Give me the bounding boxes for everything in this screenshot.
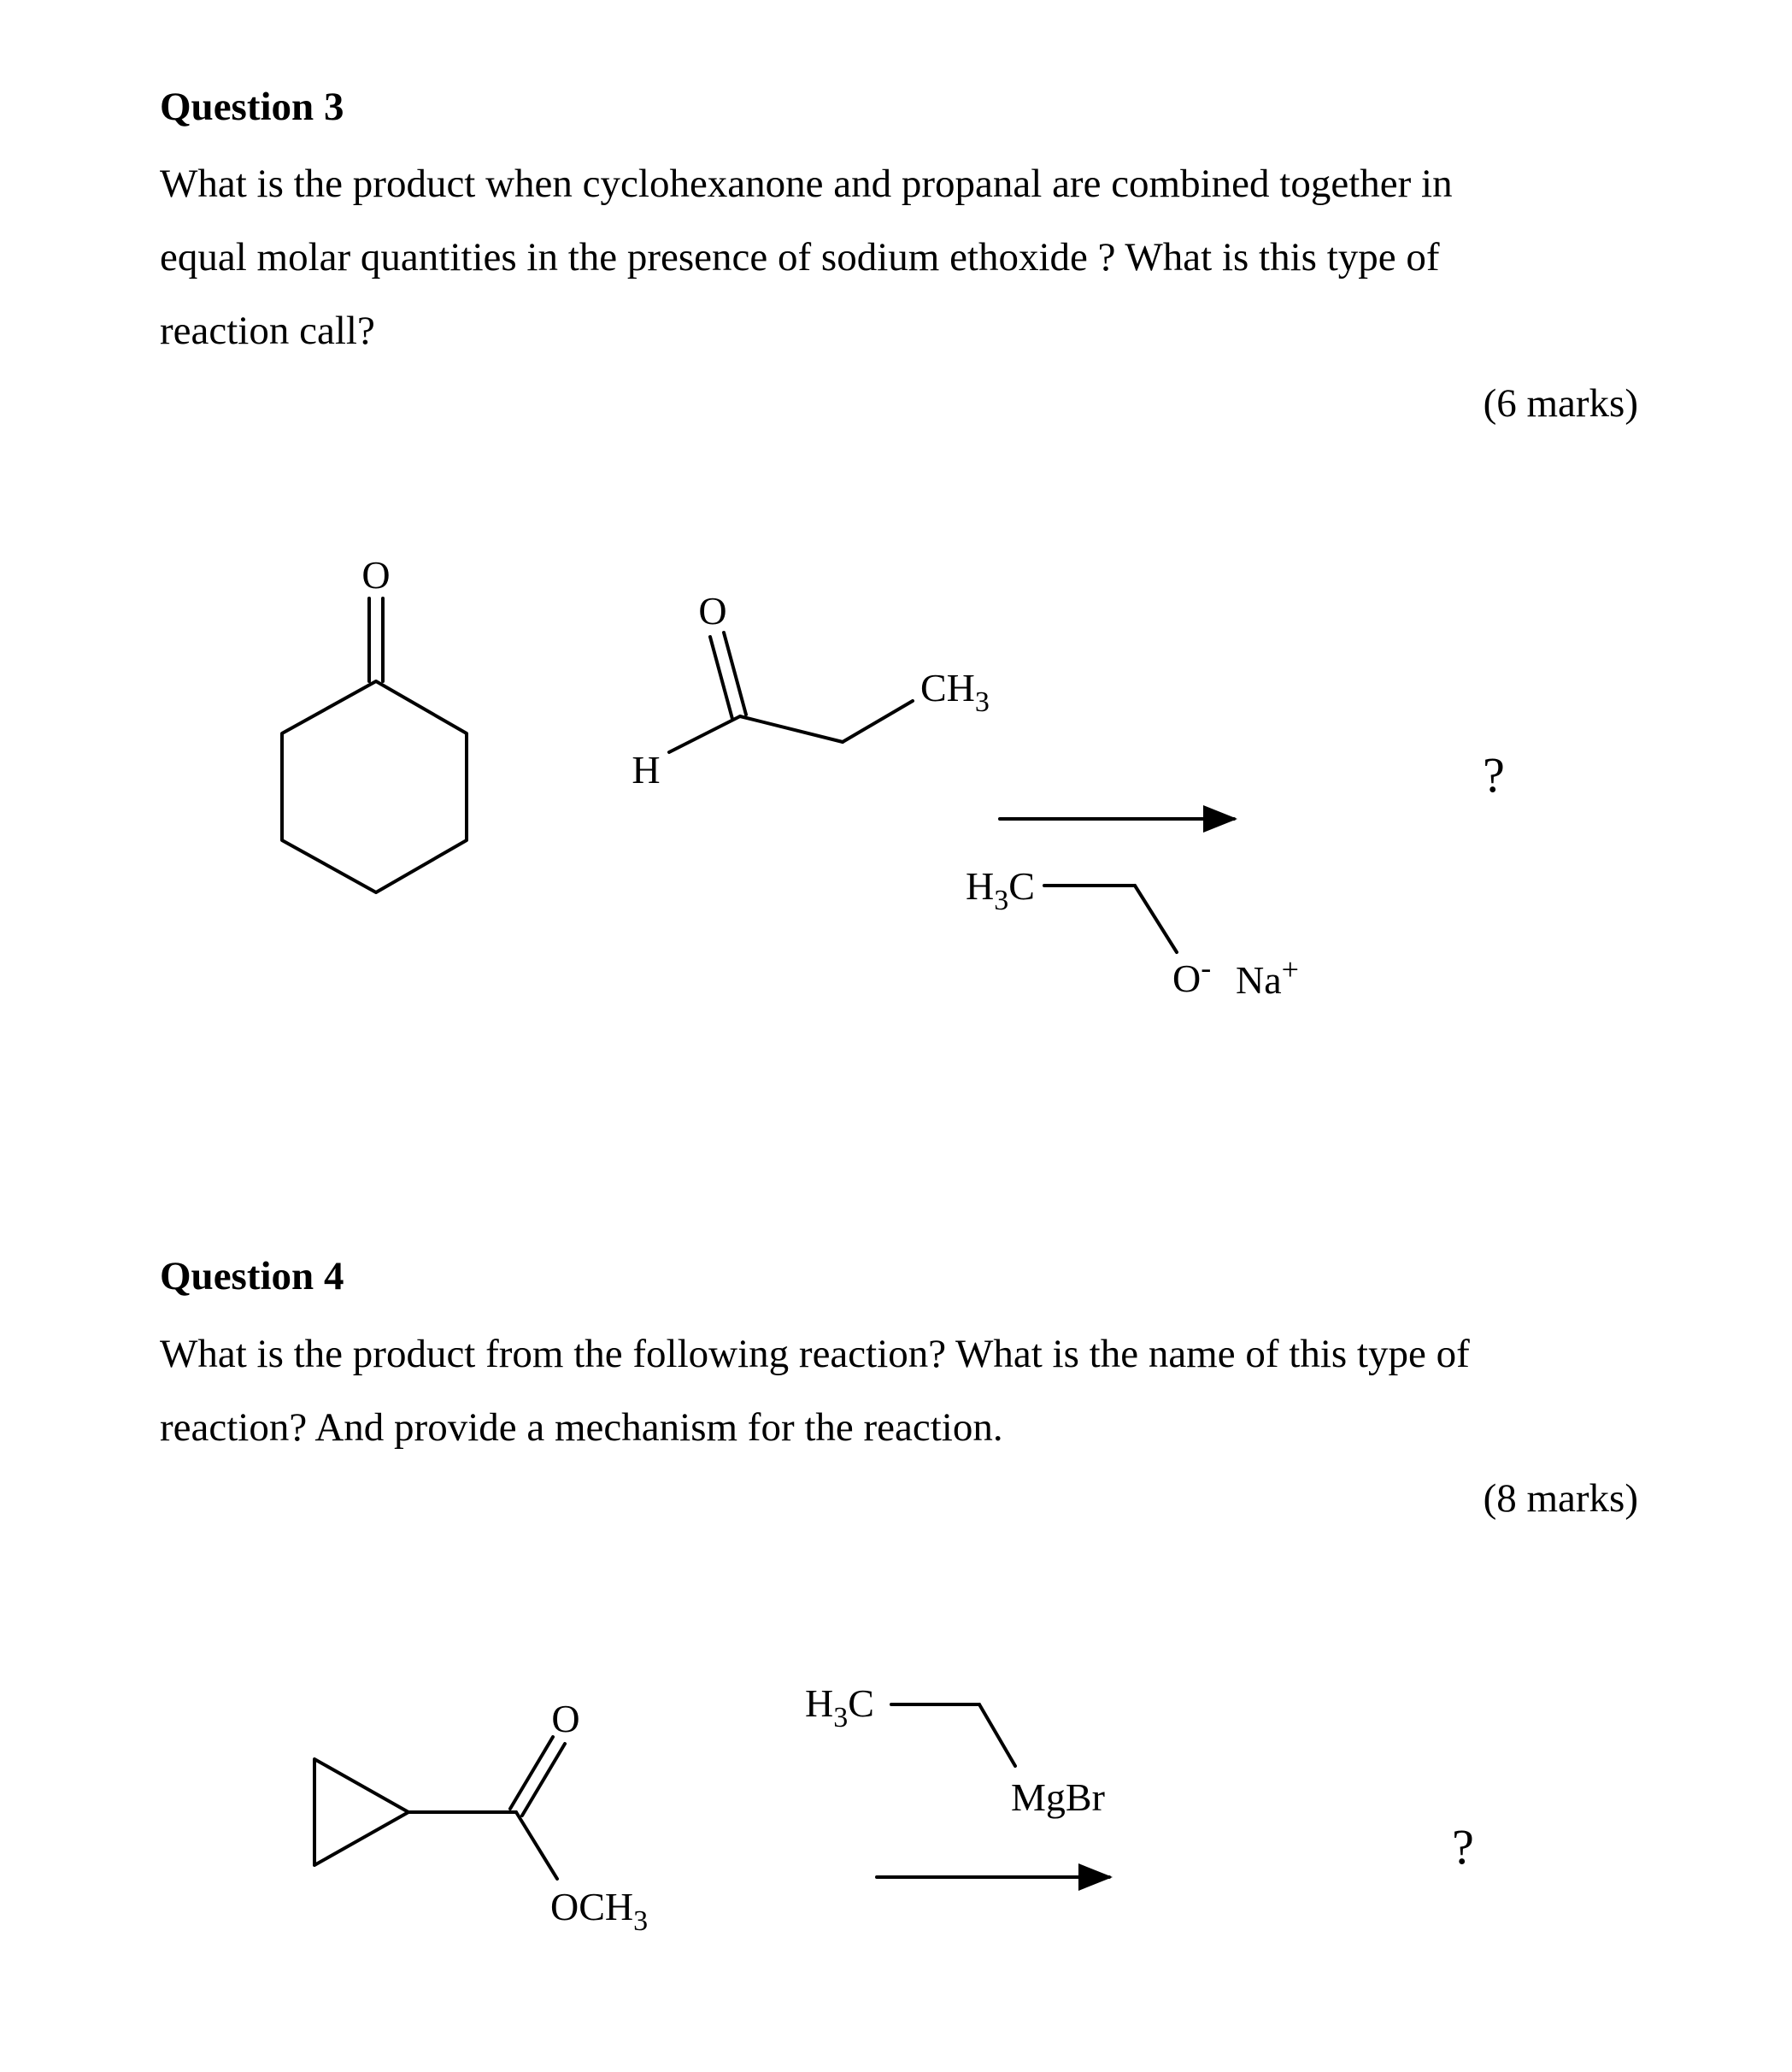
- propanal-c2-c3-bond: [843, 701, 913, 742]
- methoxy-subscript: 3: [633, 1905, 649, 1937]
- question-3-product-placeholder: ?: [1483, 747, 1505, 803]
- ethoxide-methyl-label: [966, 864, 1035, 916]
- cyclopropane-ring: [314, 1759, 408, 1865]
- question-3-text-line-2: equal molar quantities in the presence of sodium ethoxide ? What is this type of: [160, 235, 1440, 280]
- question-4-text-line-2: reaction? And provide a mechanism for the reaction.: [160, 1405, 1003, 1450]
- ethoxide-c-o-bond: [1135, 886, 1177, 952]
- question-3-marks: (6 marks): [1483, 381, 1638, 426]
- question-4-heading: Question 4: [160, 1254, 344, 1298]
- sodium-label: [1236, 952, 1299, 1002]
- ester-c-o-bond: [516, 1812, 557, 1879]
- ethoxide-c: C: [1008, 864, 1035, 908]
- grignard-h: H: [805, 1681, 834, 1725]
- question-4-product-placeholder: ?: [1452, 1819, 1474, 1875]
- question-3-text-line-1: What is the product when cyclohexanone and propanal are combined together in: [160, 162, 1453, 206]
- question-3-text-line-3: reaction call?: [160, 309, 375, 353]
- propanal-oxygen-label: O: [698, 589, 727, 633]
- grignard-h-subscript: 3: [833, 1702, 849, 1734]
- cyclohexanone-structure: [282, 553, 467, 892]
- cyclohexanone-oxygen-label: O: [361, 553, 391, 597]
- ethoxide-h-subscript: 3: [994, 885, 1009, 916]
- sodium-na: Na: [1236, 958, 1282, 1002]
- ethoxide-o: O: [1172, 957, 1202, 1000]
- propanal-structure: [632, 589, 990, 792]
- propanal-c1-c2-bond: [740, 716, 843, 742]
- cyclohexane-ring: [282, 681, 467, 892]
- ethoxide-oxygen-label: [1172, 951, 1211, 1000]
- question-3-heading: Question 3: [160, 85, 344, 129]
- propanal-methyl-label: [920, 666, 990, 718]
- ethylmagnesium-bromide-structure: [805, 1681, 1105, 1819]
- methyl-cyclopropanecarboxylate-structure: [314, 1697, 648, 1937]
- sodium-charge: +: [1281, 952, 1299, 986]
- question-4-marks: (8 marks): [1483, 1476, 1638, 1521]
- propanal-hydrogen-label: H: [632, 748, 661, 792]
- question-4-text-line-1: What is the product from the following reaction? What is the name of this type of: [160, 1332, 1470, 1376]
- grignard-methyl-label: [805, 1681, 874, 1734]
- aldehyde-h-bond: [669, 716, 740, 752]
- ester-oxygen-label: O: [551, 1697, 580, 1740]
- mgbr-label: MgBr: [1011, 1775, 1105, 1819]
- grignard-c: C: [848, 1681, 874, 1725]
- sodium-ethoxide-structure: [966, 864, 1299, 1002]
- methyl-subscript: 3: [974, 686, 990, 718]
- methoxy-och: OCH: [550, 1885, 634, 1928]
- methoxy-label: [550, 1885, 648, 1937]
- methyl-ch: CH: [920, 666, 975, 709]
- grignard-c-mg-bond: [979, 1704, 1015, 1766]
- ethoxide-h: H: [966, 864, 995, 908]
- ethoxide-o-charge: -: [1201, 951, 1212, 985]
